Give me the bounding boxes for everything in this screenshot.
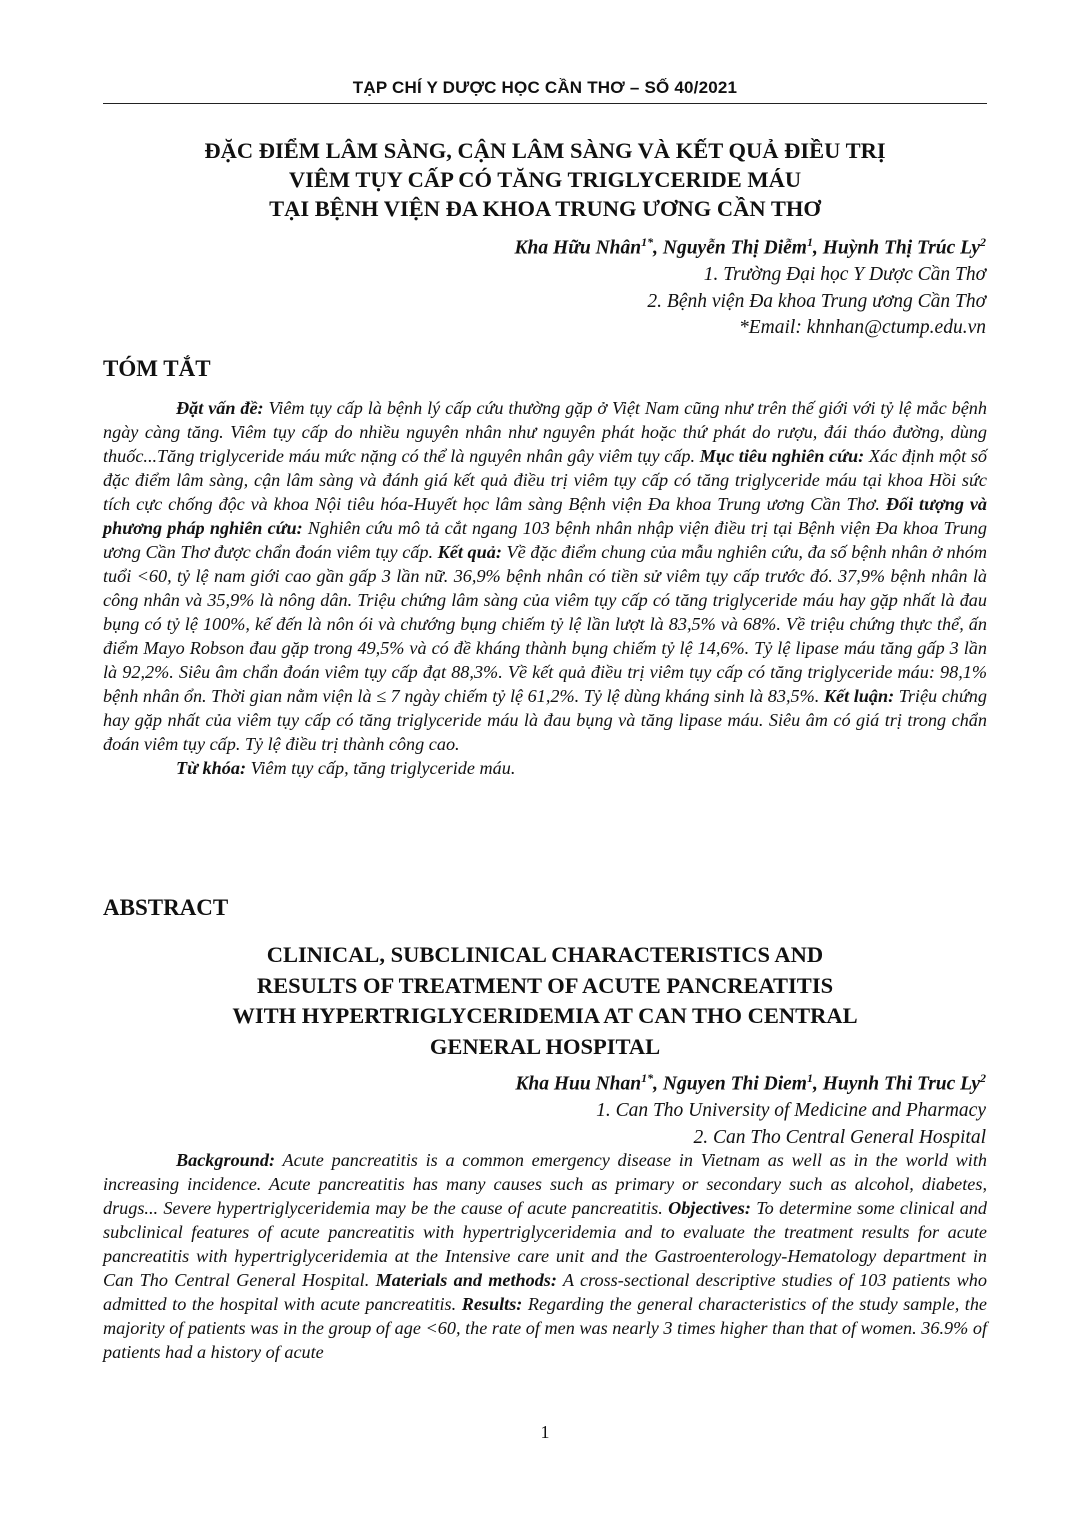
en-author-block xyxy=(515,1065,986,1151)
author-sup: 2 xyxy=(980,1071,986,1085)
author-name: Nguyễn Thị Diễm xyxy=(662,237,807,259)
section-label: Mục tiêu nghiên cứu: xyxy=(699,446,865,466)
vi-abstract xyxy=(103,396,987,780)
en-title-line: RESULTS OF TREATMENT OF ACUTE PANCREATITIS xyxy=(256,972,834,998)
section-label: Background: xyxy=(176,1150,276,1170)
section-label: Results: xyxy=(461,1294,523,1314)
en-affiliation: 2. Can Tho Central General Hospital xyxy=(693,1126,986,1148)
section-label: Kết quả: xyxy=(437,542,502,562)
vi-title-line: ĐẶC ĐIỂM LÂM SÀNG, CẬN LÂM SÀNG VÀ KẾT QUẢ ĐIỀU TRỊ xyxy=(204,138,886,163)
section-label: Đặt vấn đề: xyxy=(176,398,264,418)
author-name: Huỳnh Thị Trúc Ly xyxy=(822,237,980,259)
en-abstract xyxy=(103,1148,987,1364)
section-label: Kết luận: xyxy=(823,686,895,706)
abstract-heading: ABSTRACT xyxy=(103,895,229,920)
author-name: Kha Hữu Nhân xyxy=(514,237,642,259)
journal-header: TẠP CHÍ Y DƯỢC HỌC CẦN THƠ – SỐ 40/2021 xyxy=(352,78,738,97)
author-name: Kha Huu Nhan xyxy=(515,1073,642,1095)
summary-heading: TÓM TẮT xyxy=(103,356,211,381)
en-abstract-paragraph: Background: Acute pancreatitis is a common emergency disease in Vietnam as well as in the world with increasing incidence. Acute pancreatitis has many causes such as primary or secondary such as alcohol, diabetes, drugs... Severe hypertriglyceridemia may be the cause of acute pancreatitis. Objectives: To determine some clinical and subclinical features of acute pancreatitis with hypertriglyceridemia and to evaluate the treatment results for acute pancreatitis with hypertriglyceridemia at the Intensive care unit and the Gastroenterology-Hematology department in Can Tho Central General Hospital. Materials and methods: A cross-sectional descriptive studies of 103 patients who admitted to the hospital with acute pancreatitis. Results: Regarding the general characteristics of the study sample, the majority of patients was in the group of age <60, the rate of men was nearly 3 times higher than that of women. 36.9% of patients had a history of acute xyxy=(103,1150,987,1362)
en-title-line: CLINICAL, SUBCLINICAL CHARACTERISTICS AND xyxy=(266,942,824,967)
email: *Email: khnhan@ctump.edu.vn xyxy=(738,317,986,338)
en-title-line: GENERAL HOSPITAL xyxy=(429,1033,661,1059)
english-title xyxy=(0,940,1090,1062)
author-sup: 1 xyxy=(806,235,813,249)
section-label: Objectives: xyxy=(668,1198,751,1218)
author-sup: 2 xyxy=(980,235,986,249)
vi-title-line: TẠI BỆNH VIỆN ĐA KHOA TRUNG ƯƠNG CẦN THƠ xyxy=(269,196,821,221)
vi-affiliation: 2. Bệnh viện Đa khoa Trung ương Cần Thơ xyxy=(647,290,986,312)
en-title-line: WITH HYPERTRIGLYCERIDEMIA AT CAN THO CENTRAL xyxy=(232,1003,858,1028)
header-rule xyxy=(103,103,987,104)
author-sup: 1* xyxy=(641,1071,654,1085)
vi-affiliation: 1. Trường Đại học Y Dược Cần Thơ xyxy=(703,264,986,285)
author-name: Huynh Thi Truc Ly xyxy=(822,1073,980,1095)
page-number: 1 xyxy=(540,1422,550,1442)
author-sup: 1 xyxy=(806,1071,813,1085)
keywords: Từ khóa: Viêm tụy cấp, tăng triglyceride máu. xyxy=(176,758,516,778)
vi-abstract-paragraph: Đặt vấn đề: Viêm tụy cấp là bệnh lý cấp cứu thường gặp ở Việt Nam cũng như trên thế giới với tỷ lệ mắc bệnh ngày càng tăng. Viêm tụy cấp do nhiều nguyên nhân như nguyên phát hoặc thứ phát do rượu, đái tháo đường, dùng thuốc...Tăng triglyceride máu mức nặng có thể là nguyên nhân gây viêm tụy cấp. Mục tiêu nghiên cứu: Xác định một số đặc điểm lâm sàng, cận lâm sàng và đánh giá kết quả điều trị viêm tụy cấp có tăng triglyceride máu tại khoa Hồi sức tích cực chống độc và khoa Nội tiêu hóa-Huyết học lâm sàng Bệnh viện Đa khoa Trung ương Cần Thơ. Đối tượng và phương pháp nghiên cứu: Nghiên cứu mô tả cắt ngang 103 bệnh nhân nhập viện điều trị tại Bệnh viện Đa khoa Trung ương Cần Thơ được chẩn đoán viêm tụy cấp. Kết quả: Về đặc điểm chung của mẫu nghiên cứu, đa số bệnh nhân ở nhóm tuổi <60, tỷ lệ nam giới cao gần gấp 3 lần nữ. 36,9% bệnh nhân có tiền sử viêm tụy cấp trước đó. 37,9% bệnh nhân là công nhân và 35,9% là nông dân. Triệu chứng lâm sàng của viêm tụy cấp có tăng triglyceride máu hay gặp nhất là đau bụng có tỷ lệ 100%, kế đến là nôn ói và chướng bụng chiếm tỷ lệ lần lượt là 83,5% và 68%. Về triệu chứng thực thể, ấn điểm Mayo Robson đau gặp trong 49,5% và có đề kháng thành bụng chiếm tỷ lệ 14,6%. Tỷ lệ lipase máu tăng gấp 3 lần là 92,2%. Siêu âm chẩn đoán viêm tụy cấp đạt 88,3%. Về kết quả điều trị viêm tụy cấp có tăng triglyceride máu: 98,1% bệnh nhân ổn. Thời gian nằm viện là ≤ 7 ngày chiếm tỷ lệ 61,2%. Tỷ lệ dùng kháng sinh là 83,5%. Kết luận: Triệu chứng hay gặp nhất của viêm tụy cấp có tăng triglyceride máu là đau bụng và tăng lipase máu. Siêu âm có giá trị trong chẩn đoán viêm tụy cấp. Tỷ lệ điều trị thành công cao. xyxy=(103,398,987,754)
en-affiliation: 1. Can Tho University of Medicine and Pharmacy xyxy=(596,1100,986,1121)
vi-title-line: VIÊM TỤY CẤP CÓ TĂNG TRIGLYCERIDE MÁU xyxy=(288,167,802,192)
author-sup: 1* xyxy=(641,235,654,249)
vietnamese-title xyxy=(0,136,1090,223)
author-name: Nguyen Thi Diem xyxy=(662,1073,807,1095)
section-label: Materials and methods: xyxy=(375,1270,557,1290)
section-label: Đối tượng và phương pháp nghiên cứu: xyxy=(103,494,987,538)
vi-authors: Kha Hữu Nhân$^{1*}$, Nguyễn Thị Diễm$^1$, Huỳnh Thị Trúc Ly$^2$ xyxy=(514,235,986,259)
vi-author-block xyxy=(515,229,986,342)
en-authors: Kha Huu Nhan$^{1*}$, Nguyen Thi Diem$^1$, Huynh Thi Truc Ly$^2$ xyxy=(515,1071,986,1095)
